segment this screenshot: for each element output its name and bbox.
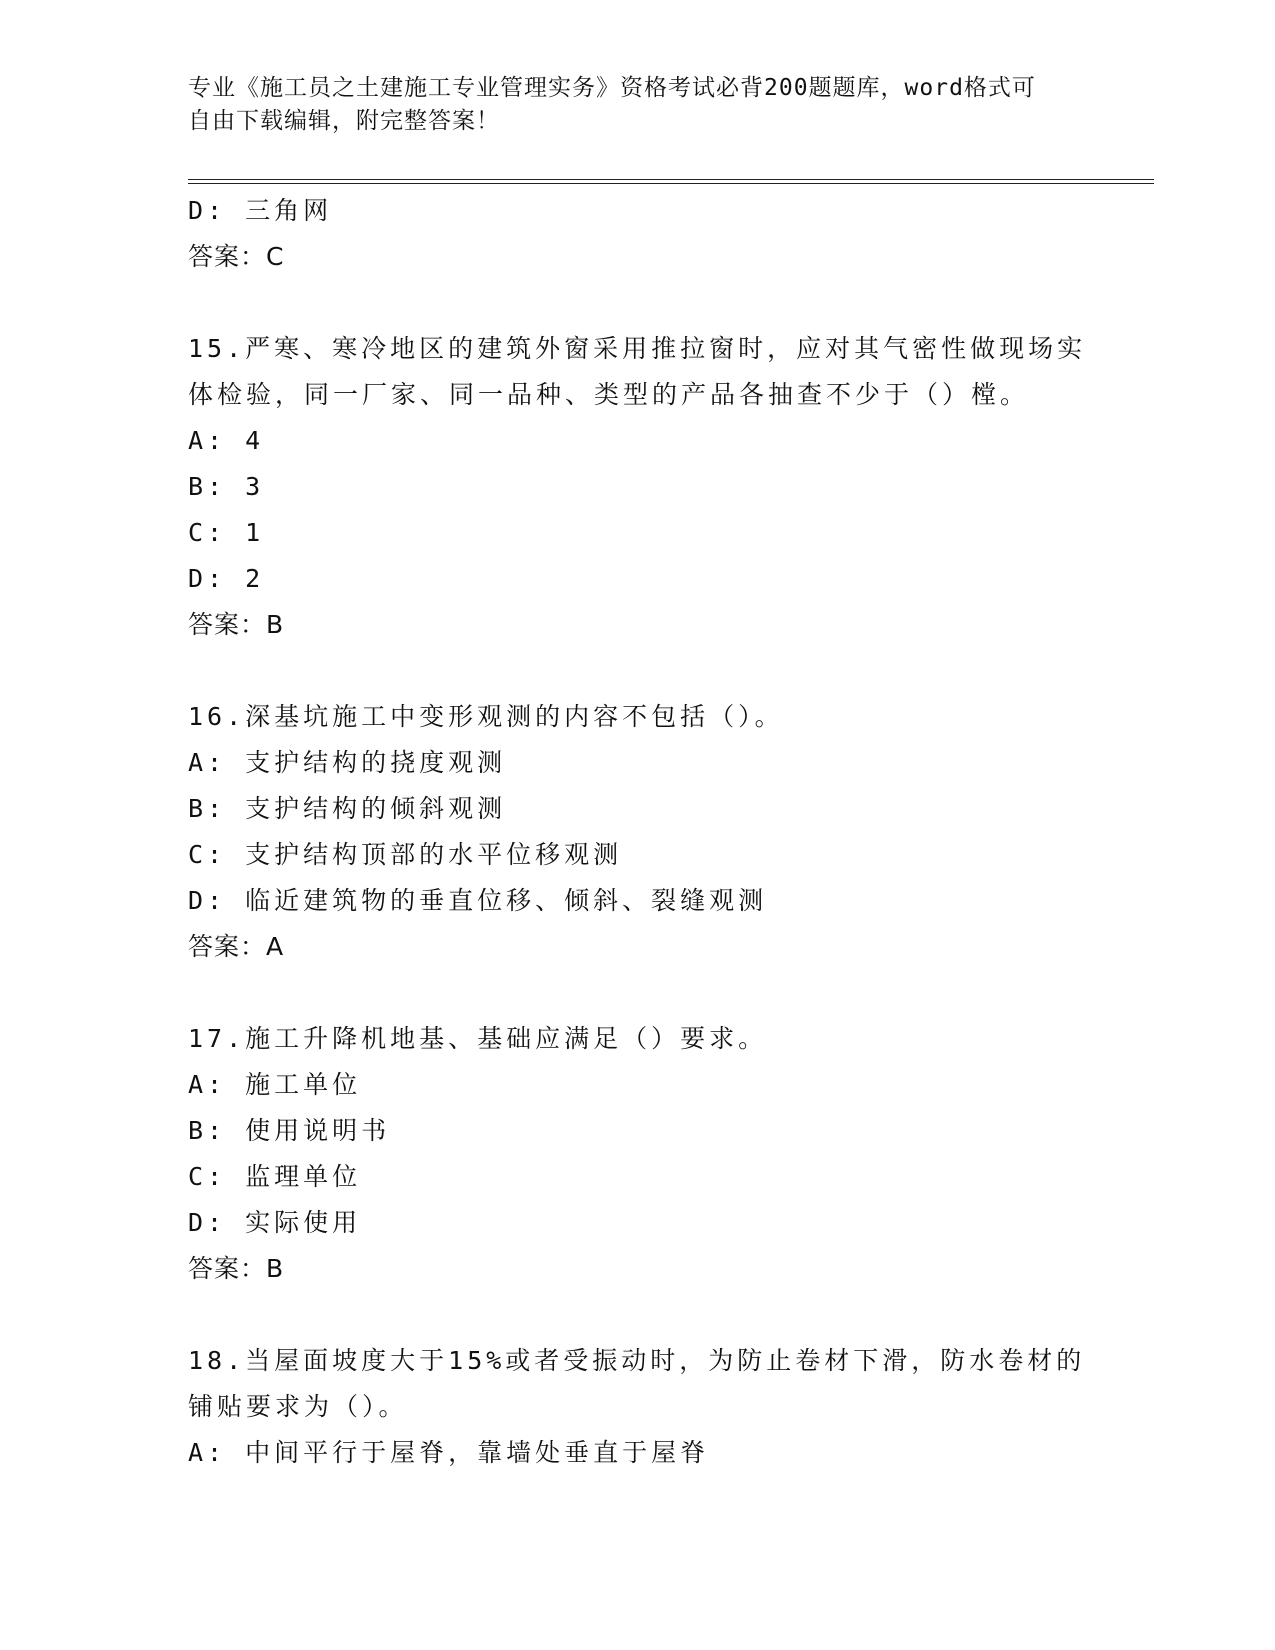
question-17-answer: 答案：B bbox=[188, 1254, 285, 1283]
question-16-option-a: A: 支护结构的挠度观测 bbox=[188, 748, 507, 777]
question-17-option-a: A: 施工单位 bbox=[188, 1070, 362, 1099]
document-header bbox=[188, 72, 1088, 138]
header-divider-top bbox=[188, 179, 1154, 180]
question-18-option-a: A: 中间平行于屋脊，靠墙处垂直于屋脊 bbox=[188, 1438, 710, 1467]
question-17-option-b: B: 使用说明书 bbox=[188, 1116, 391, 1145]
question-17-stem: 17.施工升降机地基、基础应满足（）要求。 bbox=[188, 1024, 768, 1053]
question-15-stem-line-2: 体检验，同一厂家、同一品种、类型的产品各抽查不少于（）樘。 bbox=[188, 380, 1030, 409]
question-16-answer: 答案：A bbox=[188, 932, 285, 961]
spacer bbox=[188, 1292, 1088, 1338]
question-15-answer: 答案：B bbox=[188, 610, 285, 639]
question-15-option-a: A: 4 bbox=[188, 426, 265, 455]
header-title-line-1: 专业《施工员之土建施工专业管理实务》资格考试必背200题题库，word格式可 bbox=[188, 75, 1036, 101]
spacer bbox=[188, 970, 1088, 1016]
question-16-stem: 16.深基坑施工中变形观测的内容不包括（）。 bbox=[188, 702, 784, 731]
question-18-stem-line-1: 18.当屋面坡度大于15%或者受振动时，为防止卷材下滑，防水卷材的 bbox=[188, 1346, 1086, 1375]
question-15-option-c: C: 1 bbox=[188, 518, 265, 547]
question-16-option-d: D: 临近建筑物的垂直位移、倾斜、裂缝观测 bbox=[188, 886, 768, 915]
prev-question-option-d: D: 三角网 bbox=[188, 196, 333, 225]
header-divider-bottom bbox=[188, 183, 1154, 184]
spacer bbox=[188, 280, 1088, 326]
header-title-line-2: 自由下载编辑，附完整答案！ bbox=[188, 108, 500, 134]
question-15-option-b: B: 3 bbox=[188, 472, 265, 501]
question-17-option-d: D: 实际使用 bbox=[188, 1208, 362, 1237]
question-18-stem-line-2: 铺贴要求为（）。 bbox=[188, 1392, 408, 1421]
question-17-option-c: C: 监理单位 bbox=[188, 1162, 362, 1191]
question-list bbox=[188, 188, 1088, 1476]
prev-question-answer: 答案：C bbox=[188, 242, 285, 271]
spacer bbox=[188, 648, 1088, 694]
question-16-option-b: B: 支护结构的倾斜观测 bbox=[188, 794, 507, 823]
question-16-option-c: C: 支护结构顶部的水平位移观测 bbox=[188, 840, 623, 869]
question-15-stem-line-1: 15.严寒、寒冷地区的建筑外窗采用推拉窗时，应对其气密性做现场实 bbox=[188, 334, 1087, 363]
question-15-option-d: D: 2 bbox=[188, 564, 265, 593]
